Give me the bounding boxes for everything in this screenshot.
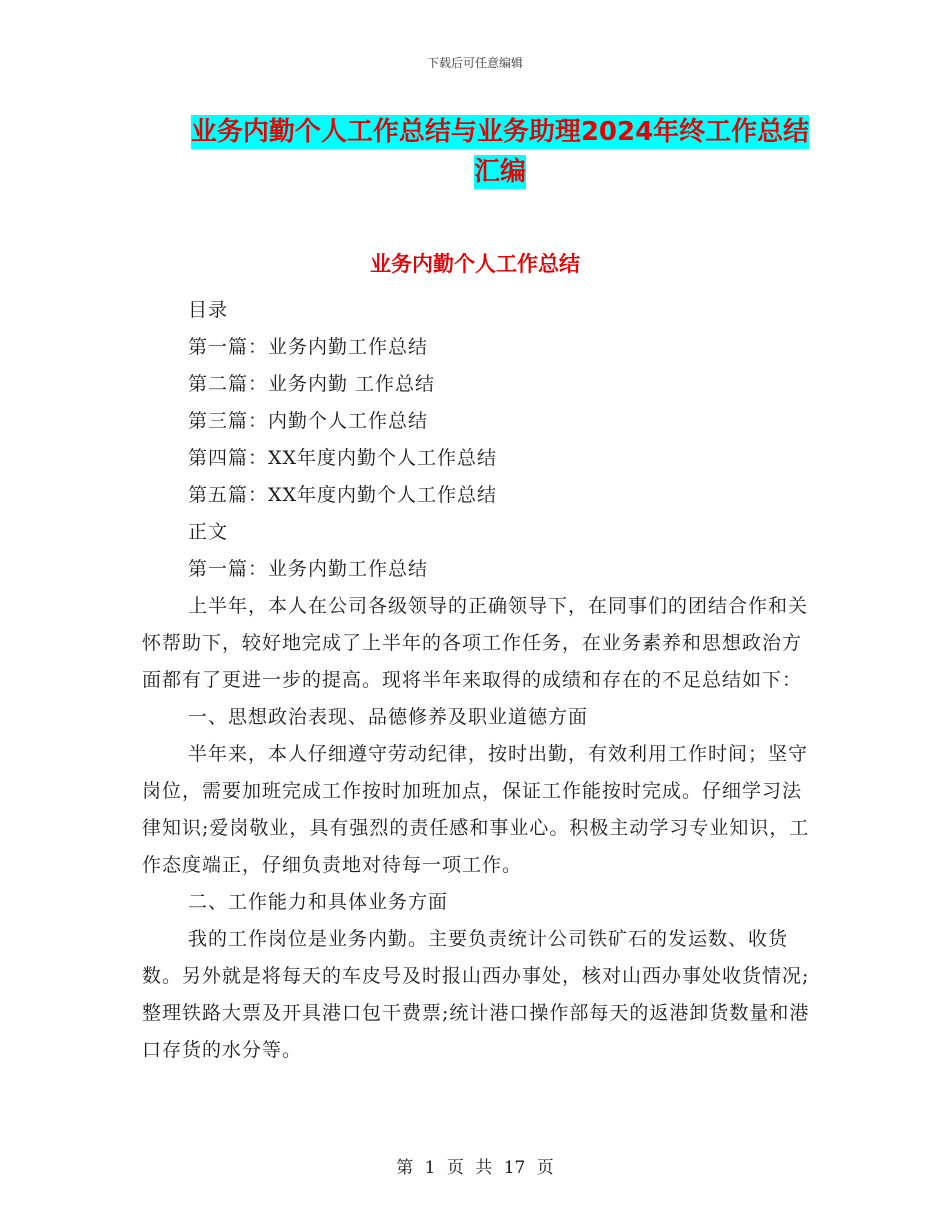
section-subtitle: 业务内勤个人工作总结 bbox=[370, 252, 580, 276]
toc-item: 第五篇：XX年度内勤个人工作总结 bbox=[188, 484, 498, 506]
download-note: 下载后可任意编辑 bbox=[426, 56, 523, 70]
title-line-2: 汇编 bbox=[473, 157, 526, 187]
body-heading: 正文 bbox=[188, 521, 229, 543]
page-number: 第 1 页 共 17 页 bbox=[396, 1158, 554, 1178]
paragraph: 半年来，本人仔细遵守劳动纪律，按时出勤，有效利用工作时间；坚守岗位，需要加班完成工作按时加班加点，保证工作能按时完成。仔细学习法律知识;爱岗敬业，具有强烈的责任感和事业心。积极主动学习专业知识，工作态度端正，仔细负责地对待每一项工作。 bbox=[142, 743, 810, 876]
toc-item: 第一篇：业务内勤工作总结 bbox=[188, 336, 429, 358]
toc-heading: 目录 bbox=[188, 299, 229, 321]
paragraph-heading: 一、思想政治表现、品德修养及职业道德方面 bbox=[188, 706, 589, 728]
toc-item: 第四篇：XX年度内勤个人工作总结 bbox=[188, 447, 498, 469]
toc-item: 第三篇：内勤个人工作总结 bbox=[188, 410, 429, 432]
toc-item: 第二篇：业务内勤 工作总结 bbox=[188, 373, 436, 395]
document-title bbox=[140, 112, 860, 192]
document-body bbox=[142, 292, 810, 1069]
paragraph: 上半年，本人在公司各级领导的正确领导下，在同事们的团结合作和关怀帮助下，较好地完成了上半年的各项工作任务，在业务素养和思想政治方面都有了更进一步的提高。现将半年来取得的成绩和存在的不足总结如下： bbox=[142, 595, 809, 691]
section-title: 第一篇：业务内勤工作总结 bbox=[188, 558, 429, 580]
title-line-1: 业务内勤个人工作总结与业务助理2024年终工作总结 bbox=[190, 117, 810, 147]
paragraph: 我的工作岗位是业务内勤。主要负责统计公司铁矿石的发运数、收货数。另外就是将每天的车皮号及时报山西办事处，核对山西办事处收货情况;整理铁路大票及开具港口包干费票;统计港口操作部每天的返港卸货数量和港口存货的水分等。 bbox=[142, 928, 810, 1061]
paragraph-heading: 二、工作能力和具体业务方面 bbox=[188, 891, 449, 913]
